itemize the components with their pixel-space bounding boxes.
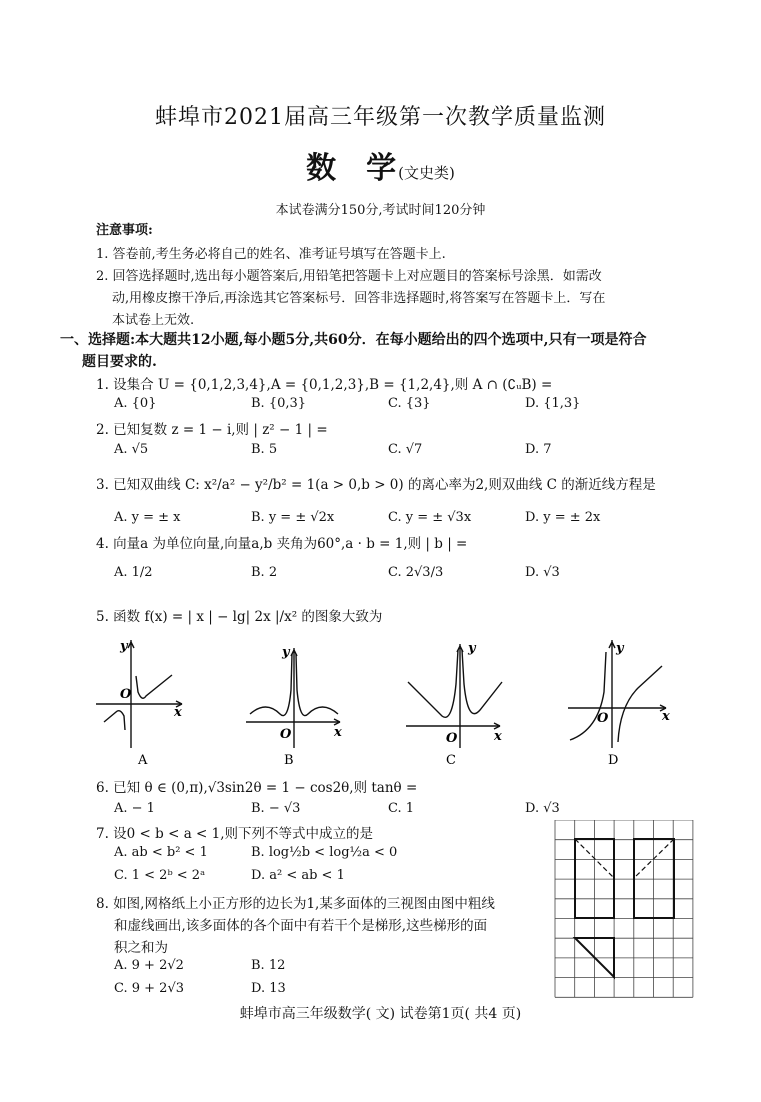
question-4: 4. 向量a 为单位向量,向量a,b 夹角为60°,a · b = 1,则 | b | = bbox=[96, 536, 468, 552]
graph-b bbox=[246, 648, 340, 748]
graph-d-caption: D bbox=[608, 753, 619, 768]
q1-option-c: C. {3} bbox=[388, 396, 431, 411]
q4-option-a: A. 1/2 bbox=[114, 565, 153, 580]
q8-option-d: D. 13 bbox=[251, 981, 286, 996]
q1-option-a: A. {0} bbox=[114, 396, 157, 411]
note-item-2-cont: 动,用橡皮擦干净后,再涂选其它答案标号．回答非选择题时,将答案写在答题卡上．写在 bbox=[112, 291, 606, 306]
graph-d-origin-label: O bbox=[597, 711, 609, 726]
graph-c-x-label: x bbox=[494, 729, 502, 744]
graph-b-origin-label: O bbox=[280, 727, 292, 742]
notes-title: 注意事项: bbox=[96, 223, 153, 238]
question-8-line-2: 和虚线画出,该多面体的各个面中有若干个是梯形,这些梯形的面 bbox=[114, 918, 488, 934]
q8-option-a: A. 9 + 2√2 bbox=[114, 958, 184, 973]
graph-a bbox=[96, 640, 182, 748]
q2-option-c: C. √7 bbox=[388, 442, 423, 457]
subject-category: (文史类) bbox=[398, 164, 455, 182]
side-view bbox=[634, 839, 674, 918]
graph-b-y-label: y bbox=[282, 645, 290, 660]
subject-name: 数 学 bbox=[306, 151, 397, 186]
q2-option-b: B. 5 bbox=[251, 442, 278, 457]
q4-option-d: D. √3 bbox=[525, 565, 560, 580]
question-2: 2. 已知复数 z = 1 − i,则 | z² − 1 | = bbox=[96, 422, 328, 438]
question-1: 1. 设集合 U = {0,1,2,3,4},A = {0,1,2,3},B = {1,2,4},则 A ∩ (∁ᵤB) = bbox=[96, 377, 553, 393]
q2-option-d: D. 7 bbox=[525, 442, 552, 457]
q7-option-c: C. 1 < 2ᵇ < 2ᵃ bbox=[114, 868, 206, 883]
graph-a-origin-label: O bbox=[120, 687, 132, 702]
q1-option-d: D. {1,3} bbox=[525, 396, 581, 411]
q6-option-d: D. √3 bbox=[525, 801, 560, 816]
graph-d-x-label: x bbox=[662, 709, 670, 724]
q3-option-d: D. y = ± 2x bbox=[525, 510, 601, 525]
question-3: 3. 已知双曲线 C: x²/a² − y²/b² = 1(a > 0,b > 0) 的离心率为2,则双曲线 C 的渐近线方程是 bbox=[96, 477, 656, 493]
q6-option-c: C. 1 bbox=[388, 801, 415, 816]
three-view-figure bbox=[550, 820, 695, 998]
graph-b-caption: B bbox=[284, 753, 294, 768]
graph-d bbox=[568, 640, 666, 748]
note-item-1: 1. 答卷前,考生务必将自己的姓名、准考证号填写在答题卡上. bbox=[96, 247, 446, 262]
q6-option-a: A. − 1 bbox=[114, 801, 155, 816]
side-view-hidden-edge bbox=[634, 839, 674, 878]
note-item-2: 2. 回答选择题时,选出每小题答案后,用铅笔把答题卡上对应题目的答案标号涂黑．如需改 bbox=[96, 269, 602, 284]
exam-title: 蚌埠市2021届高三年级第一次教学质量监测 bbox=[155, 105, 606, 130]
q1-option-b: B. {0,3} bbox=[251, 396, 307, 411]
page-footer: 蚌埠市高三年级数学( 文) 试卷第1页( 共4 页) bbox=[239, 1006, 522, 1022]
question-5: 5. 函数 f(x) = | x | − lg| 2x |/x² 的图象大致为 bbox=[96, 609, 383, 625]
question-7: 7. 设0 < b < a < 1,则下列不等式中成立的是 bbox=[96, 826, 374, 842]
q8-option-c: C. 9 + 2√3 bbox=[114, 981, 185, 996]
subject-title bbox=[0, 143, 761, 187]
note-item-2-cont2: 本试卷上无效. bbox=[112, 313, 195, 328]
graph-d-y-label: y bbox=[616, 641, 624, 656]
question-6: 6. 已知 θ ∈ (0,π),√3sin2θ = 1 − cos2θ,则 tanθ = bbox=[96, 780, 418, 796]
graph-a-x-label: x bbox=[174, 705, 182, 720]
question-8-line-1: 8. 如图,网格纸上小正方形的边长为1,某多面体的三视图由图中粗线 bbox=[96, 896, 495, 912]
graph-b-x-label: x bbox=[334, 725, 342, 740]
graph-a-caption: A bbox=[138, 753, 148, 768]
q2-option-a: A. √5 bbox=[114, 442, 149, 457]
q3-option-b: B. y = ± √2x bbox=[251, 510, 335, 525]
q7-option-d: D. a² < ab < 1 bbox=[251, 868, 345, 883]
graph-a-y-label: y bbox=[120, 639, 128, 654]
q8-option-b: B. 12 bbox=[251, 958, 286, 973]
q3-option-a: A. y = ± x bbox=[114, 510, 181, 525]
section-heading: 一、选择题:本大题共12小题,每小题5分,共60分．在每小题给出的四个选项中,只有一项是符合 bbox=[60, 332, 647, 348]
q7-option-a: A. ab < b² < 1 bbox=[114, 845, 208, 860]
graph-c-caption: C bbox=[446, 753, 456, 768]
question-8-line-3: 积之和为 bbox=[114, 940, 168, 956]
q4-option-c: C. 2√3/3 bbox=[388, 565, 444, 580]
graph-c-origin-label: O bbox=[446, 731, 458, 746]
q7-option-b: B. log½b < log½a < 0 bbox=[251, 845, 398, 860]
q6-option-b: B. − √3 bbox=[251, 801, 301, 816]
function-graphs bbox=[90, 630, 690, 770]
section-heading-cont: 题目要求的. bbox=[82, 354, 157, 370]
q3-option-c: C. y = ± √3x bbox=[388, 510, 472, 525]
exam-info: 本试卷满分150分,考试时间120分钟 bbox=[275, 203, 486, 218]
q4-option-b: B. 2 bbox=[251, 565, 278, 580]
graph-c-y-label: y bbox=[468, 641, 476, 656]
